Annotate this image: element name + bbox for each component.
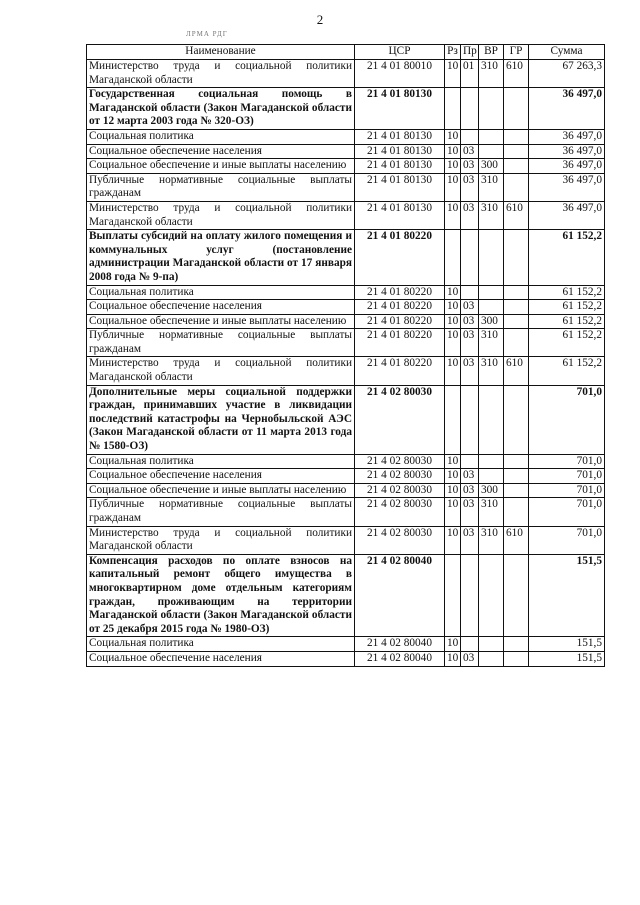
- header-name: Наименование: [87, 45, 355, 60]
- table-row: [87, 230, 605, 285]
- cell-vr: 300: [479, 159, 504, 174]
- cell-rz: 10: [445, 201, 461, 229]
- cell-gr: [504, 483, 529, 498]
- cell-sum: 61 152,2: [529, 357, 605, 385]
- cell-sum: 151,5: [529, 637, 605, 652]
- cell-rz: 10: [445, 454, 461, 469]
- header-pr: Пр: [461, 45, 479, 60]
- cell-vr: [479, 469, 504, 484]
- cell-sum: 67 263,3: [529, 60, 605, 88]
- cell-sum: 61 152,2: [529, 230, 605, 285]
- table-row: [87, 329, 605, 357]
- cell-csr: 21 4 01 80130: [355, 88, 445, 130]
- cell-csr: 21 4 01 80220: [355, 285, 445, 300]
- cell-gr: [504, 498, 529, 526]
- cell-csr: 21 4 01 80220: [355, 329, 445, 357]
- cell-sum: 61 152,2: [529, 314, 605, 329]
- cell-gr: [504, 88, 529, 130]
- cell-name: Социальная политика: [87, 454, 355, 469]
- table-row: [87, 88, 605, 130]
- cell-sum: 61 152,2: [529, 300, 605, 315]
- table-row: [87, 60, 605, 88]
- cell-rz: 10: [445, 144, 461, 159]
- cell-sum: 701,0: [529, 385, 605, 454]
- cell-csr: 21 4 01 80220: [355, 357, 445, 385]
- cell-csr: 21 4 01 80130: [355, 159, 445, 174]
- cell-csr: 21 4 01 80220: [355, 314, 445, 329]
- table-body: [87, 60, 605, 667]
- cell-csr: 21 4 02 80030: [355, 385, 445, 454]
- cell-rz: 10: [445, 300, 461, 315]
- cell-vr: [479, 385, 504, 454]
- cell-vr: 310: [479, 329, 504, 357]
- cell-vr: [479, 637, 504, 652]
- cell-pr: 03: [461, 144, 479, 159]
- cell-csr: 21 4 01 80220: [355, 300, 445, 315]
- cell-pr: [461, 230, 479, 285]
- cell-pr: [461, 454, 479, 469]
- stamp-mark: ЛРМА РДГ: [186, 30, 228, 38]
- cell-gr: 610: [504, 526, 529, 554]
- cell-pr: 03: [461, 651, 479, 666]
- cell-csr: 21 4 02 80030: [355, 469, 445, 484]
- cell-pr: [461, 88, 479, 130]
- cell-gr: [504, 144, 529, 159]
- cell-name: Социальное обеспечение и иные выплаты населению: [87, 159, 355, 174]
- cell-pr: [461, 637, 479, 652]
- table-row: [87, 483, 605, 498]
- table-header-row: [87, 45, 605, 60]
- cell-name: Социальное обеспечение и иные выплаты населению: [87, 483, 355, 498]
- cell-csr: 21 4 02 80030: [355, 526, 445, 554]
- cell-name: Компенсация расходов по оплате взносов на капитальный ремонт общего имущества в многоквартирном доме отдельным категориям граждан, проживающим на территории Магаданской области (Закон Магаданской области от 25 декабря 2015 года № 1980-ОЗ): [87, 554, 355, 637]
- cell-vr: 300: [479, 314, 504, 329]
- cell-pr: 03: [461, 314, 479, 329]
- cell-pr: 01: [461, 60, 479, 88]
- cell-csr: 21 4 02 80030: [355, 483, 445, 498]
- cell-vr: 310: [479, 357, 504, 385]
- cell-sum: 36 497,0: [529, 88, 605, 130]
- cell-rz: [445, 385, 461, 454]
- cell-vr: [479, 554, 504, 637]
- cell-gr: 610: [504, 357, 529, 385]
- cell-vr: [479, 144, 504, 159]
- cell-vr: 310: [479, 498, 504, 526]
- cell-gr: [504, 129, 529, 144]
- cell-name: Социальная политика: [87, 129, 355, 144]
- cell-gr: [504, 651, 529, 666]
- cell-gr: [504, 469, 529, 484]
- table-row: [87, 201, 605, 229]
- cell-pr: 03: [461, 483, 479, 498]
- cell-rz: 10: [445, 173, 461, 201]
- cell-name: Социальное обеспечение населения: [87, 469, 355, 484]
- cell-name: Социальное обеспечение населения: [87, 651, 355, 666]
- cell-gr: 610: [504, 201, 529, 229]
- cell-rz: 10: [445, 285, 461, 300]
- cell-rz: 10: [445, 469, 461, 484]
- cell-pr: [461, 285, 479, 300]
- cell-csr: 21 4 02 80040: [355, 637, 445, 652]
- cell-vr: 310: [479, 526, 504, 554]
- cell-pr: 03: [461, 201, 479, 229]
- cell-pr: 03: [461, 173, 479, 201]
- cell-name: Социальное обеспечение населения: [87, 300, 355, 315]
- cell-vr: [479, 454, 504, 469]
- cell-rz: 10: [445, 60, 461, 88]
- cell-name: Министерство труда и социальной политики Магаданской области: [87, 201, 355, 229]
- cell-name: Государственная социальная помощь в Магаданской области (Закон Магаданской области от 12 марта 2003 года № 320-ОЗ): [87, 88, 355, 130]
- table-row: [87, 454, 605, 469]
- cell-gr: [504, 385, 529, 454]
- table-row: [87, 144, 605, 159]
- cell-sum: 701,0: [529, 469, 605, 484]
- cell-rz: 10: [445, 329, 461, 357]
- cell-gr: [504, 314, 529, 329]
- cell-name: Выплаты субсидий на оплату жилого помещения и коммунальных услуг (постановление администрации Магаданской области от 17 января 2008 года № 9-па): [87, 230, 355, 285]
- cell-gr: [504, 230, 529, 285]
- cell-vr: [479, 230, 504, 285]
- cell-sum: 701,0: [529, 483, 605, 498]
- cell-sum: 36 497,0: [529, 144, 605, 159]
- cell-csr: 21 4 02 80030: [355, 498, 445, 526]
- cell-csr: 21 4 02 80040: [355, 651, 445, 666]
- cell-vr: [479, 285, 504, 300]
- cell-name: Министерство труда и социальной политики Магаданской области: [87, 60, 355, 88]
- cell-gr: [504, 173, 529, 201]
- cell-name: Министерство труда и социальной политики Магаданской области: [87, 357, 355, 385]
- cell-pr: 03: [461, 329, 479, 357]
- header-csr: ЦСР: [355, 45, 445, 60]
- table-row: [87, 300, 605, 315]
- cell-rz: [445, 88, 461, 130]
- cell-sum: 701,0: [529, 498, 605, 526]
- cell-name: Социальная политика: [87, 637, 355, 652]
- cell-rz: 10: [445, 637, 461, 652]
- cell-vr: [479, 129, 504, 144]
- cell-vr: 310: [479, 173, 504, 201]
- cell-sum: 36 497,0: [529, 173, 605, 201]
- cell-sum: 61 152,2: [529, 285, 605, 300]
- budget-table: [86, 44, 605, 667]
- cell-gr: 610: [504, 60, 529, 88]
- table-row: [87, 526, 605, 554]
- cell-sum: 701,0: [529, 526, 605, 554]
- table-row: [87, 129, 605, 144]
- table-row: [87, 173, 605, 201]
- table-row: [87, 469, 605, 484]
- cell-rz: 10: [445, 357, 461, 385]
- cell-vr: [479, 88, 504, 130]
- cell-pr: [461, 554, 479, 637]
- cell-csr: 21 4 01 80130: [355, 129, 445, 144]
- cell-sum: 61 152,2: [529, 329, 605, 357]
- header-vr: ВР: [479, 45, 504, 60]
- table-row: [87, 285, 605, 300]
- cell-vr: 310: [479, 201, 504, 229]
- page-number: 2: [316, 12, 324, 27]
- cell-rz: 10: [445, 314, 461, 329]
- cell-rz: [445, 554, 461, 637]
- table-row: [87, 498, 605, 526]
- cell-rz: 10: [445, 526, 461, 554]
- table-row: [87, 159, 605, 174]
- cell-name: Дополнительные меры социальной поддержки граждан, принимавших участие в ликвидации последствий катастрофы на Чернобыльской АЭС (Закон Магаданской области от 11 марта 2013 года № 1580-ОЗ): [87, 385, 355, 454]
- cell-gr: [504, 285, 529, 300]
- cell-sum: 701,0: [529, 454, 605, 469]
- cell-sum: 36 497,0: [529, 201, 605, 229]
- cell-rz: [445, 230, 461, 285]
- cell-csr: 21 4 01 80130: [355, 201, 445, 229]
- cell-pr: 03: [461, 498, 479, 526]
- header-rz: Рз: [445, 45, 461, 60]
- cell-pr: 03: [461, 469, 479, 484]
- cell-gr: [504, 300, 529, 315]
- cell-gr: [504, 329, 529, 357]
- cell-vr: 310: [479, 60, 504, 88]
- cell-gr: [504, 159, 529, 174]
- table-row: [87, 554, 605, 637]
- cell-sum: 36 497,0: [529, 159, 605, 174]
- cell-rz: 10: [445, 651, 461, 666]
- cell-csr: 21 4 01 80130: [355, 144, 445, 159]
- cell-pr: 03: [461, 357, 479, 385]
- cell-rz: 10: [445, 129, 461, 144]
- cell-sum: 36 497,0: [529, 129, 605, 144]
- cell-csr: 21 4 02 80030: [355, 454, 445, 469]
- cell-pr: [461, 385, 479, 454]
- cell-csr: 21 4 01 80010: [355, 60, 445, 88]
- cell-rz: 10: [445, 498, 461, 526]
- cell-name: Социальное обеспечение и иные выплаты населению: [87, 314, 355, 329]
- cell-vr: 300: [479, 483, 504, 498]
- cell-csr: 21 4 02 80040: [355, 554, 445, 637]
- cell-pr: 03: [461, 159, 479, 174]
- cell-name: Министерство труда и социальной политики Магаданской области: [87, 526, 355, 554]
- cell-vr: [479, 651, 504, 666]
- cell-name: Социальная политика: [87, 285, 355, 300]
- cell-pr: 03: [461, 526, 479, 554]
- table-row: [87, 385, 605, 454]
- cell-sum: 151,5: [529, 651, 605, 666]
- cell-csr: 21 4 01 80220: [355, 230, 445, 285]
- cell-name: Публичные нормативные социальные выплаты гражданам: [87, 329, 355, 357]
- cell-gr: [504, 637, 529, 652]
- header-sum: Сумма: [529, 45, 605, 60]
- table-row: [87, 357, 605, 385]
- cell-name: Социальное обеспечение населения: [87, 144, 355, 159]
- header-gr: ГР: [504, 45, 529, 60]
- cell-pr: 03: [461, 300, 479, 315]
- cell-gr: [504, 554, 529, 637]
- cell-gr: [504, 454, 529, 469]
- cell-pr: [461, 129, 479, 144]
- cell-vr: [479, 300, 504, 315]
- cell-sum: 151,5: [529, 554, 605, 637]
- cell-name: Публичные нормативные социальные выплаты гражданам: [87, 173, 355, 201]
- cell-rz: 10: [445, 159, 461, 174]
- cell-rz: 10: [445, 483, 461, 498]
- cell-csr: 21 4 01 80130: [355, 173, 445, 201]
- table-row: [87, 314, 605, 329]
- table-row: [87, 637, 605, 652]
- cell-name: Публичные нормативные социальные выплаты гражданам: [87, 498, 355, 526]
- table-row: [87, 651, 605, 666]
